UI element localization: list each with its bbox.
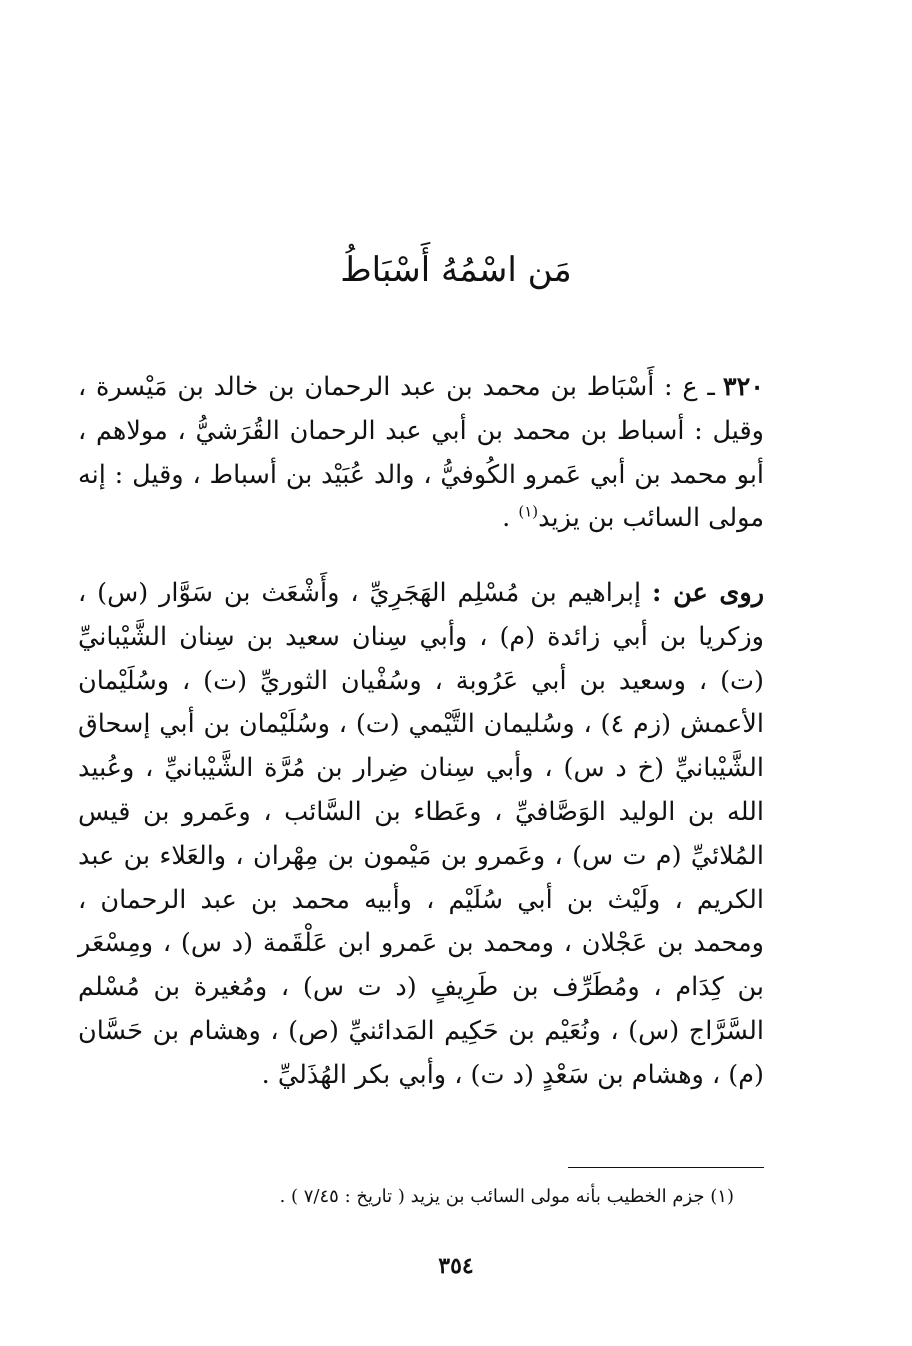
entry-text: ـ ع : أَسْبَاط بن محمد بن عبد الرحمان بن خالد بن مَيْسرة ، وقيل : أسباط بن محمد بن أبي عبد الرحمان القُرَشيُّ ، مولاهم ، أبو محمد بن أبي عَمرو الكُوفيُّ ، والد عُبَيْد بن أسباط ، وقيل : إنه مولى السائب بن يزيد [78, 372, 764, 534]
entry-number: ٣٢٠ [722, 372, 764, 402]
narrated-from-paragraph [78, 572, 764, 1098]
narrated-from-text: إبراهيم بن مُسْلِم الهَجَرِيِّ ، وأَشْعَث بن سَوَّار (س) ، وزكريا بن أبي زائدة (م) ، وأبي سِنان سعيد بن سِنان الشَّيْبانيِّ (ت) ، وسعيد بن أبي عَرُوبة ، وسُفْيان الثوريِّ (ت) ، وسُلَيْمان الأعمش (زم ٤) ، وسُليمان التَّيْمي (ت) ، وسُلَيْمان بن أبي إسحاق الشَّيْبانيِّ (خ د س) ، وأبي سِنان ضِرار بن مُرَّة الشَّيْبانيِّ ، وعُبيد الله بن الوليد الوَصَّافيِّ ، وعَطاء بن السَّائب ، وعَمرو بن قيس المُلائيِّ (م ت س) ، وعَمرو بن مَيْمون بن مِهْران ، والعَلاء بن عبد الكريم ، ولَيْث بن أبي سُلَيْم ، وأبيه محمد بن عبد الرحمان ، ومحمد بن عَجْلان ، ومحمد بن عَمرو ابن عَلْقَمة (د س) ، ومِسْعَر بن كِدَام ، ومُطَرِّف بن طَرِيفٍ (د ت س) ، ومُغيرة بن مُسْلم السَّرَّاج (س) ، ونُعَيْم بن حَكِيم المَدائنيِّ (ص) ، وهشام بن حَسَّان (م) ، وهشام بن سَعْدٍ (د ت) ، وأبي بكر الهُذَليِّ . [78, 578, 764, 1090]
biography-entry [78, 366, 764, 541]
entry-end: . [502, 503, 519, 534]
footnote: (١) جزم الخطيب بأنه مولى السائب بن يزيد ( تاريخ : ٧/٤٥ ) . [279, 1186, 734, 1207]
footnote-reference[interactable]: (١) [518, 502, 539, 521]
section-heading: مَن اسْمُهُ أَسْبَاطُ [340, 249, 572, 290]
page-number: ٣٥٤ [438, 1253, 474, 1279]
footnote-divider [568, 1167, 764, 1168]
narrated-from-label: روى عن : [652, 578, 765, 608]
